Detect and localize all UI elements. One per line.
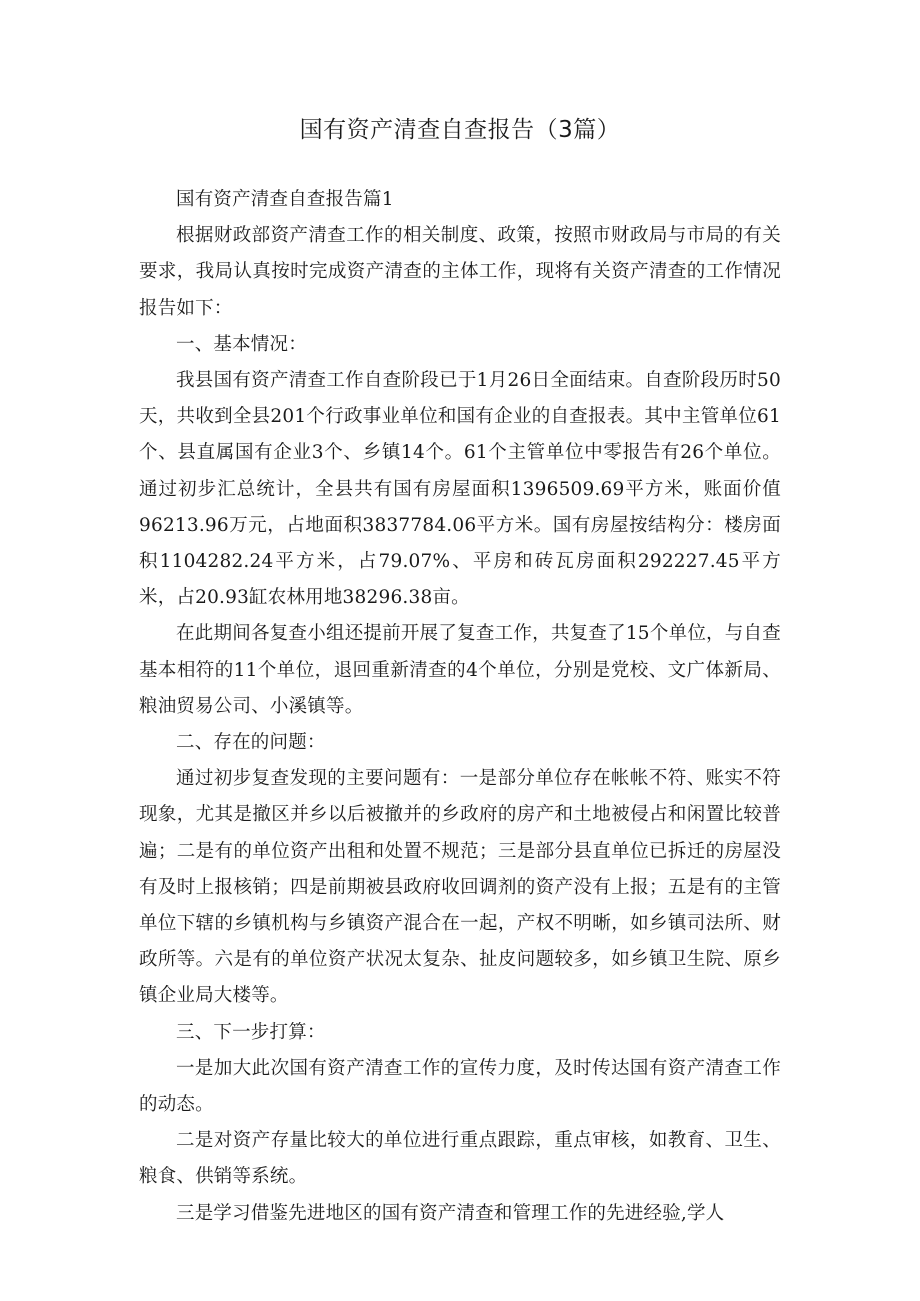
section-heading: 国有资产清查自查报告篇1 <box>176 189 394 210</box>
paragraph: 一是加大此次国有资产清查工作的宣传力度，及时传达国有资产清查工作的动态。 <box>139 1057 781 1116</box>
paragraph: 三是学习借鉴先进地区的国有资产清查和管理工作的先进经验,学人 <box>176 1202 725 1224</box>
paragraph: 通过初步复查发现的主要问题有：一是部分单位存在帐帐不符、账实不符现象，尤其是撤区并乡以后被撤并的乡政府的房产和土地被侵占和闲置比较普遍；二是有的单位资产出租和处置不规范；三是部分县直单位已拆迁的房屋没有及时上报核销；四是前期被县政府收回调剂的资产没有上报；五是有的主管单位下辖的乡镇机构与乡镇资产混合在一起，产权不明晰，如乡镇司法所、财政所等。六是有的单位资产状况太复杂、扯皮问题较多，如乡镇卫生院、原乡镇企业局大楼等。 <box>139 768 781 1007</box>
subsection-heading: 一、基本情况： <box>176 333 307 355</box>
document-body <box>139 182 781 1232</box>
paragraph: 我县国有资产清查工作自查阶段已于1月26日全面结束。自查阶段历时50天，共收到全县201个行政事业单位和国有企业的自查报表。其中主管单位61个、县直属国有企业3个、乡镇14个。61个主管单位中零报告有26个单位。通过初步汇总统计，全县共有国有房屋面积1396509.69平方米，账面价值96213.96万元，占地面积3837784.06平方米。国有房屋按结构分：楼房面积1104282.24平方米，占79.07%、平房和砖瓦房面积292227.45平方米，占20.93缸农林用地38296.38亩。 <box>139 370 781 609</box>
paragraph: 二是对资产存量比较大的单位进行重点跟踪，重点审核，如教育、卫生、粮食、供销等系统。 <box>139 1130 781 1188</box>
paragraph: 根据财政部资产清查工作的相关制度、政策，按照市财政局与市局的有关要求，我局认真按时完成资产清查的主体工作，现将有关资产清查的工作情况报告如下： <box>139 225 781 319</box>
paragraph: 在此期间各复查小组还提前开展了复查工作，共复查了15个单位，与自查基本相符的11个单位，退回重新清查的4个单位，分别是党校、文广体新局、粮油贸易公司、小溪镇等。 <box>139 623 781 717</box>
document-title: 国有资产清查自查报告（3篇） <box>299 117 621 143</box>
subsection-heading: 三、下一步打算： <box>176 1021 326 1043</box>
subsection-heading: 二、存在的问题： <box>176 732 326 754</box>
